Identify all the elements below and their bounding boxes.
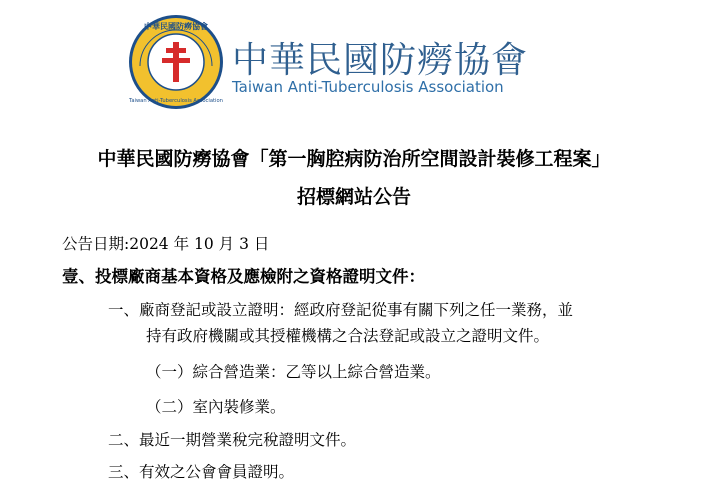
org-header	[128, 14, 528, 114]
requirement-subitem-1: （一）綜合營造業：乙等以上綜合營造業。	[146, 363, 441, 381]
section-heading-1: 壹、投標廠商基本資格及應檢附之資格證明文件：	[62, 267, 425, 286]
requirement-subitem-2: （二）室內裝修業。	[146, 398, 286, 416]
org-seal-logo	[128, 14, 224, 110]
requirement-item-3: 三、有效之公會會員證明。	[108, 463, 295, 481]
document-title: 中華民國防癆協會「第一胸腔病防治所空間設計裝修工程案」	[97, 148, 611, 170]
document-subtitle: 招標網站公告	[296, 186, 411, 208]
org-name-chinese: 中華民國防癆協會	[232, 40, 529, 81]
svg-text:Taiwan Anti-Tuberculosis Assoc: Taiwan Anti-Tuberculosis Association	[129, 98, 223, 104]
org-name-english: Taiwan Anti-Tuberculosis Association	[232, 78, 504, 96]
announcement-date: 公告日期:2024 年 10 月 3 日	[62, 235, 270, 253]
requirement-item-1-line-1: 一、廠商登記或設立證明：經政府登記從事有關下列之任一業務，並	[108, 301, 574, 319]
svg-text:中華民國防癆協會: 中華民國防癆協會	[144, 22, 208, 31]
requirement-item-2: 二、最近一期營業稅完稅證明文件。	[108, 431, 357, 449]
requirement-item-1-line-2: 持有政府機關或其授權機構之合法登記或設立之證明文件。	[146, 327, 550, 345]
